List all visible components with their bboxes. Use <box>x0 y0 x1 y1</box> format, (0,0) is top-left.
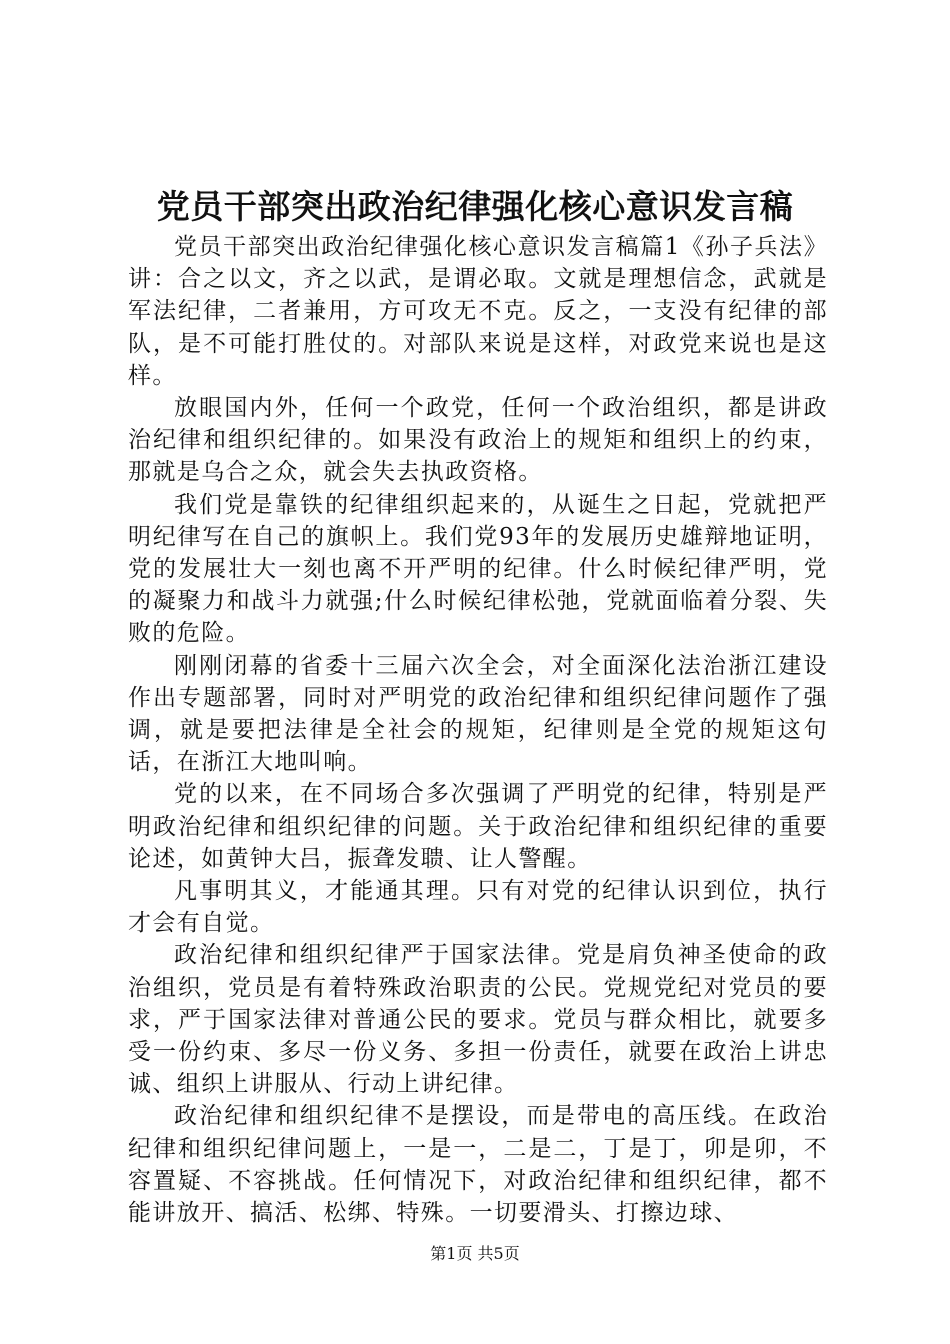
document-body <box>128 231 828 1229</box>
paragraph-2: 放眼国内外，任何一个政党，任何一个政治组织，都是讲政治纪律和组织纪律的。如果没有政治上的规矩和组织上的约束，那就是乌合之众，就会失去执政资格。 <box>128 395 828 486</box>
paragraph-6: 凡事明其义，才能通其理。只有对党的纪律认识到位，执行才会有自觉。 <box>128 878 828 937</box>
paragraph-3: 我们党是靠铁的纪律组织起来的，从诞生之日起，党就把严明纪律写在自己的旗帜上。我们党93年的发展历史雄辩地证明，党的发展壮大一刻也离不开严明的纪律。什么时候纪律严明，党的凝聚力和战斗力就强;什么时候纪律松弛，党就面临着分裂、失败的危险。 <box>128 491 828 647</box>
paragraph-4: 刚刚闭幕的省委十三届六次全会，对全面深化法治浙江建设作出专题部署，同时对严明党的政治纪律和组织纪律问题作了强调，就是要把法律是全社会的规矩，纪律则是全党的规矩这句话，在浙江大地叫响。 <box>128 652 828 776</box>
paragraph-8: 政治纪律和组织纪律不是摆设，而是带电的高压线。在政治纪律和组织纪律问题上，一是一，二是二，丁是丁，卯是卯，不容置疑、不容挑战。任何情况下，对政治纪律和组织纪律，都不能讲放开、搞活、松绑、特殊。一切要滑头、打擦边球、 <box>128 1103 828 1227</box>
paragraph-7: 政治纪律和组织纪律严于国家法律。党是肩负神圣使命的政治组织，党员是有着特殊政治职责的公民。党规党纪对党员的要求，严于国家法律对普通公民的要求。党员与群众相比，就要多受一份约束、多尽一份义务、多担一份责任，就要在政治上讲忠诚、组织上讲服从、行动上讲纪律。 <box>128 942 828 1098</box>
page-number-footer: 第1页 共5页 <box>430 1244 520 1263</box>
document-title: 党员干部突出政治纪律强化核心意识发言稿 <box>156 187 794 226</box>
paragraph-1: 党员干部突出政治纪律强化核心意识发言稿篇1《孙子兵法》讲：合之以文，齐之以武，是谓必取。文就是理想信念，武就是军法纪律，二者兼用，方可攻无不克。反之，一支没有纪律的部队，是不可能打胜仗的。对部队来说是这样，对政党来说也是这样。 <box>128 234 828 389</box>
paragraph-5: 党的以来，在不同场合多次强调了严明党的纪律，特别是严明政治纪律和组织纪律的问题。关于政治纪律和组织纪律的重要论述，如黄钟大吕，振聋发聩、让人警醒。 <box>128 781 828 872</box>
